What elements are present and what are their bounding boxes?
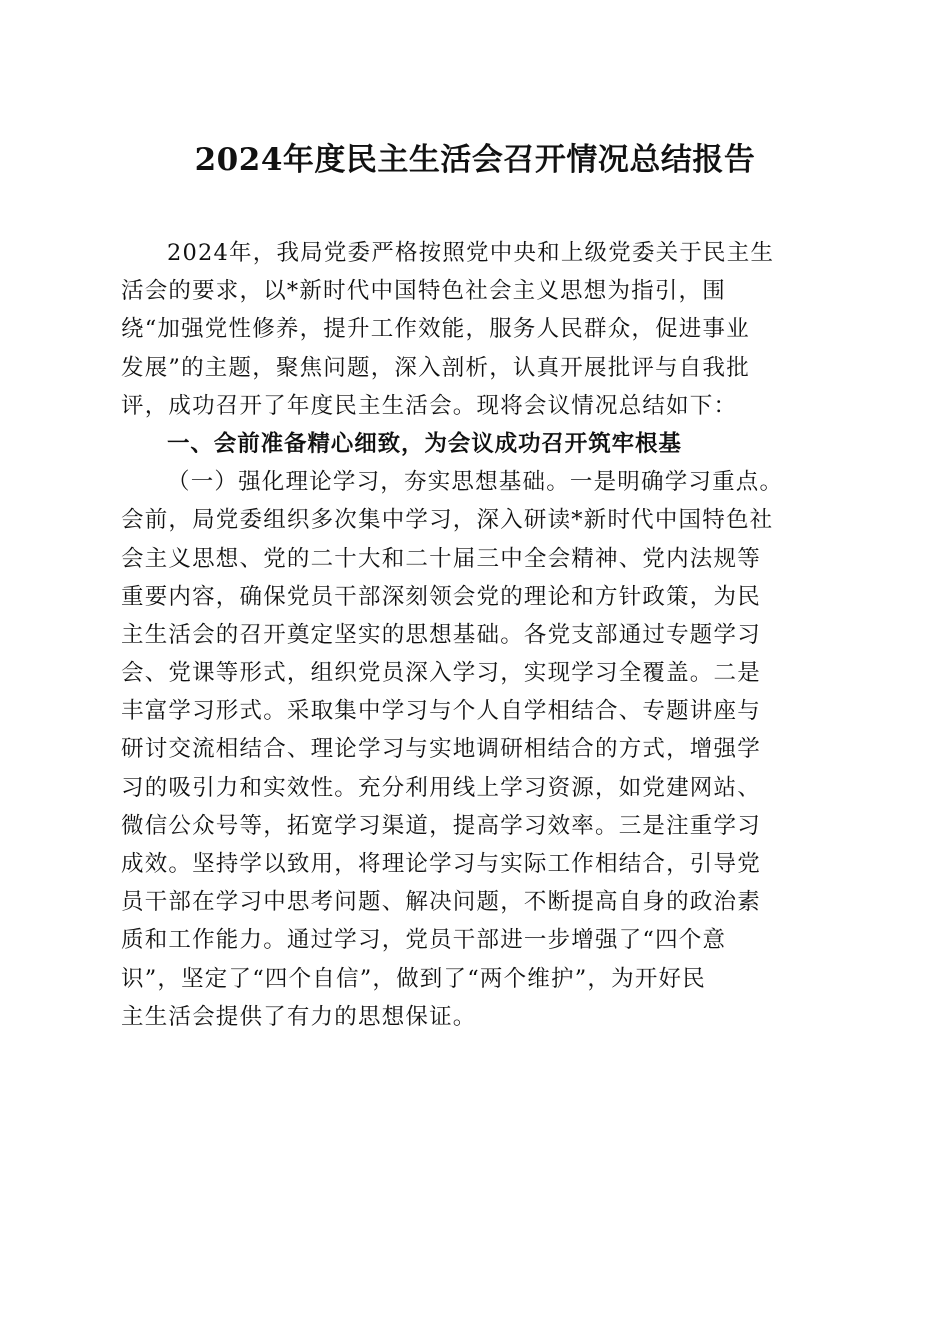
paragraph-study-line: （一）强化理论学习，夯实思想基础。一是明确学习重点。 — [167, 469, 784, 496]
paragraph-intro-line: 2024年，我局党委严格按照党中央和上级党委关于民主生 — [167, 240, 775, 266]
paragraph-study-line: 微信公众号等，拓宽学习渠道，提高学习效率。三是注重学习 — [121, 812, 761, 839]
paragraph-study-line: 丰富学习形式。采取集中学习与个人自学相结合、专题讲座与 — [121, 698, 761, 725]
paragraph-study-line: 会主义思想、党的二十大和二十届三中全会精神、党内法规等 — [121, 545, 761, 572]
paragraph-study-line: 会前，局党委组织多次集中学习，深入研读*新时代中国特色社 — [121, 507, 774, 534]
paragraph-study-line: 习的吸引力和实效性。充分利用线上学习资源，如党建网站、 — [121, 774, 761, 801]
paragraph-study-line: 成效。坚持学以致用，将理论学习与实际工作相结合，引导党 — [121, 851, 761, 877]
paragraph-study-line: 质和工作能力。通过学习，党员干部进一步增强了“四个意 — [121, 927, 727, 954]
paragraph-intro-line: 绕“加强党性修养，提升工作效能，服务人民群众，促进事业 — [121, 316, 750, 343]
paragraph-intro-line: 活会的要求，以*新时代中国特色社会主义思想为指引，围 — [121, 278, 726, 305]
document-body — [121, 234, 833, 1036]
paragraph-intro-line: 评，成功召开了年度民主生活会。现将会议情况总结如下： — [121, 392, 738, 419]
document-title: 2024年度民主生活会召开情况总结报告 — [194, 142, 756, 178]
paragraph-study-line: 识”，坚定了“四个自信”，做到了“两个维护”，为开好民 — [121, 965, 706, 992]
paragraph-study-line: 会、党课等形式，组织党员深入学习，实现学习全覆盖。二是 — [121, 660, 761, 687]
paragraph-study-line: 员干部在学习中思考问题、解决问题，不断提高自身的政治素 — [121, 889, 761, 916]
paragraph-study-line: 主生活会的召开奠定坚实的思想基础。各党支部通过专题学习 — [121, 621, 761, 648]
paragraph-study-line: 主生活会提供了有力的思想保证。 — [121, 1003, 477, 1030]
paragraph-study-line: 研讨交流相结合、理论学习与实地调研相结合的方式，增强学 — [121, 736, 761, 763]
paragraph-study-line: 重要内容，确保党员干部深刻领会党的理论和方针政策，为民 — [121, 583, 761, 610]
section-heading-1: 一、会前准备精心细致，为会议成功召开筑牢根基 — [167, 430, 682, 457]
paragraph-intro-line: 发展”的主题，聚焦问题，深入剖析，认真开展批评与自我批 — [121, 354, 750, 381]
